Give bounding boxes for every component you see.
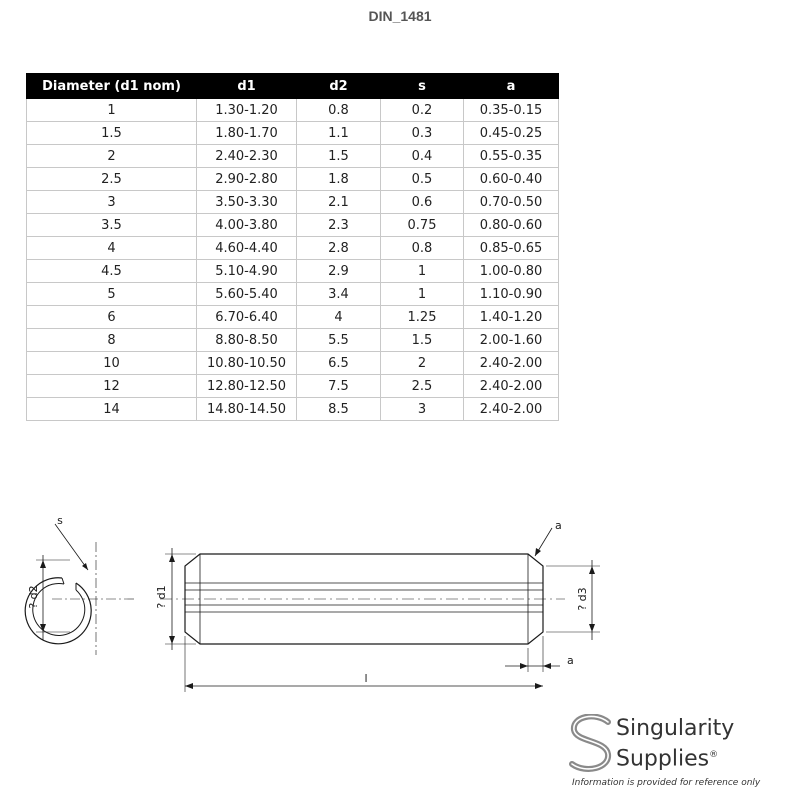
table-cell: 0.3 (381, 122, 464, 145)
table-cell: 1.00-0.80 (464, 260, 559, 283)
table-cell: 1.8 (297, 168, 381, 191)
table-cell: 1.30-1.20 (197, 99, 297, 122)
label-a-bottom: a (567, 654, 574, 667)
table-body (27, 99, 559, 421)
table-cell: 2.1 (297, 191, 381, 214)
table-cell: 5.10-4.90 (197, 260, 297, 283)
table-cell: 4.00-3.80 (197, 214, 297, 237)
table-row (27, 168, 559, 191)
table-cell: 2 (381, 352, 464, 375)
table-cell: 7.5 (297, 375, 381, 398)
table-row (27, 191, 559, 214)
table-cell: 4 (297, 306, 381, 329)
table-cell: 2.90-2.80 (197, 168, 297, 191)
table-cell: 0.2 (381, 99, 464, 122)
table-row (27, 260, 559, 283)
logo-name-text: Supplies (616, 746, 710, 772)
table-cell: 4.60-4.40 (197, 237, 297, 260)
table-cell: 3 (381, 398, 464, 421)
table-row (27, 398, 559, 421)
table-cell: 2.5 (381, 375, 464, 398)
company-logo (560, 712, 800, 800)
label-d3: ? d3 (576, 587, 589, 611)
table-cell: 3 (27, 191, 197, 214)
column-header: s (381, 74, 464, 99)
page-title: DIN_1481 (368, 8, 432, 24)
side-view (160, 528, 600, 692)
table-cell: 12 (27, 375, 197, 398)
column-header: a (464, 74, 559, 99)
table-cell: 10 (27, 352, 197, 375)
table-row (27, 306, 559, 329)
table-cell: 8.80-8.50 (197, 329, 297, 352)
table-cell: 0.60-0.40 (464, 168, 559, 191)
table-cell: 2.40-2.00 (464, 352, 559, 375)
label-d2: ? d2 (27, 585, 40, 609)
s-logo-icon (566, 714, 616, 776)
table-row (27, 237, 559, 260)
table-cell: 2.40-2.00 (464, 398, 559, 421)
table-cell: 0.45-0.25 (464, 122, 559, 145)
table-row (27, 145, 559, 168)
column-header: Diameter (d1 nom) (27, 74, 197, 99)
table-cell: 1 (27, 99, 197, 122)
table-cell: 1.5 (297, 145, 381, 168)
table-cell: 2.5 (27, 168, 197, 191)
technical-drawing (0, 500, 800, 700)
column-header: d2 (297, 74, 381, 99)
end-view (25, 524, 136, 655)
table-cell: 2.40-2.00 (464, 375, 559, 398)
table-cell: 1.5 (27, 122, 197, 145)
table-cell: 0.55-0.35 (464, 145, 559, 168)
table-cell: 0.85-0.65 (464, 237, 559, 260)
table-cell: 0.4 (381, 145, 464, 168)
table-cell: 3.50-3.30 (197, 191, 297, 214)
table-cell: 5.60-5.40 (197, 283, 297, 306)
table-row (27, 352, 559, 375)
table-cell: 1.25 (381, 306, 464, 329)
table-cell: 8.5 (297, 398, 381, 421)
table-cell: 12.80-12.50 (197, 375, 297, 398)
table-cell: 1 (381, 260, 464, 283)
table-cell: 6.5 (297, 352, 381, 375)
table-cell: 1 (381, 283, 464, 306)
table-cell: 2.00-1.60 (464, 329, 559, 352)
table-cell: 14 (27, 398, 197, 421)
table-row (27, 99, 559, 122)
table-cell: 1.10-0.90 (464, 283, 559, 306)
table-cell: 14.80-14.50 (197, 398, 297, 421)
table-cell: 0.8 (297, 99, 381, 122)
table-cell: 3.4 (297, 283, 381, 306)
table-header-row (27, 74, 559, 99)
table-cell: 0.75 (381, 214, 464, 237)
table-cell: 4 (27, 237, 197, 260)
label-l: l (364, 672, 368, 685)
table-cell: 0.8 (381, 237, 464, 260)
column-header: d1 (197, 74, 297, 99)
disclaimer-text: Information is provided for reference only (572, 778, 761, 788)
table-cell: 0.80-0.60 (464, 214, 559, 237)
table-cell: 1.1 (297, 122, 381, 145)
table-cell: 10.80-10.50 (197, 352, 297, 375)
label-d1: ? d1 (155, 585, 168, 609)
table-cell: 5 (27, 283, 197, 306)
table-row (27, 214, 559, 237)
table-cell: 4.5 (27, 260, 197, 283)
dimensions-table (26, 73, 559, 421)
table-cell: 2 (27, 145, 197, 168)
logo-name-line1: Singularity (616, 716, 735, 741)
table-row (27, 329, 559, 352)
label-a-top: a (555, 519, 562, 532)
table-cell: 6 (27, 306, 197, 329)
registered-mark: ® (709, 750, 719, 760)
logo-name-line2 (616, 743, 718, 771)
table-cell: 1.5 (381, 329, 464, 352)
table-cell: 1.80-1.70 (197, 122, 297, 145)
table-cell: 0.5 (381, 168, 464, 191)
table-cell: 3.5 (27, 214, 197, 237)
table-cell: 0.35-0.15 (464, 99, 559, 122)
table-cell: 8 (27, 329, 197, 352)
table-row (27, 122, 559, 145)
table-cell: 5.5 (297, 329, 381, 352)
table-cell: 0.6 (381, 191, 464, 214)
table-cell: 0.70-0.50 (464, 191, 559, 214)
table-cell: 2.3 (297, 214, 381, 237)
table-row (27, 283, 559, 306)
table-cell: 2.8 (297, 237, 381, 260)
table-row (27, 375, 559, 398)
label-s: s (57, 514, 63, 527)
table-cell: 2.9 (297, 260, 381, 283)
table-cell: 2.40-2.30 (197, 145, 297, 168)
table-cell: 1.40-1.20 (464, 306, 559, 329)
table-cell: 6.70-6.40 (197, 306, 297, 329)
